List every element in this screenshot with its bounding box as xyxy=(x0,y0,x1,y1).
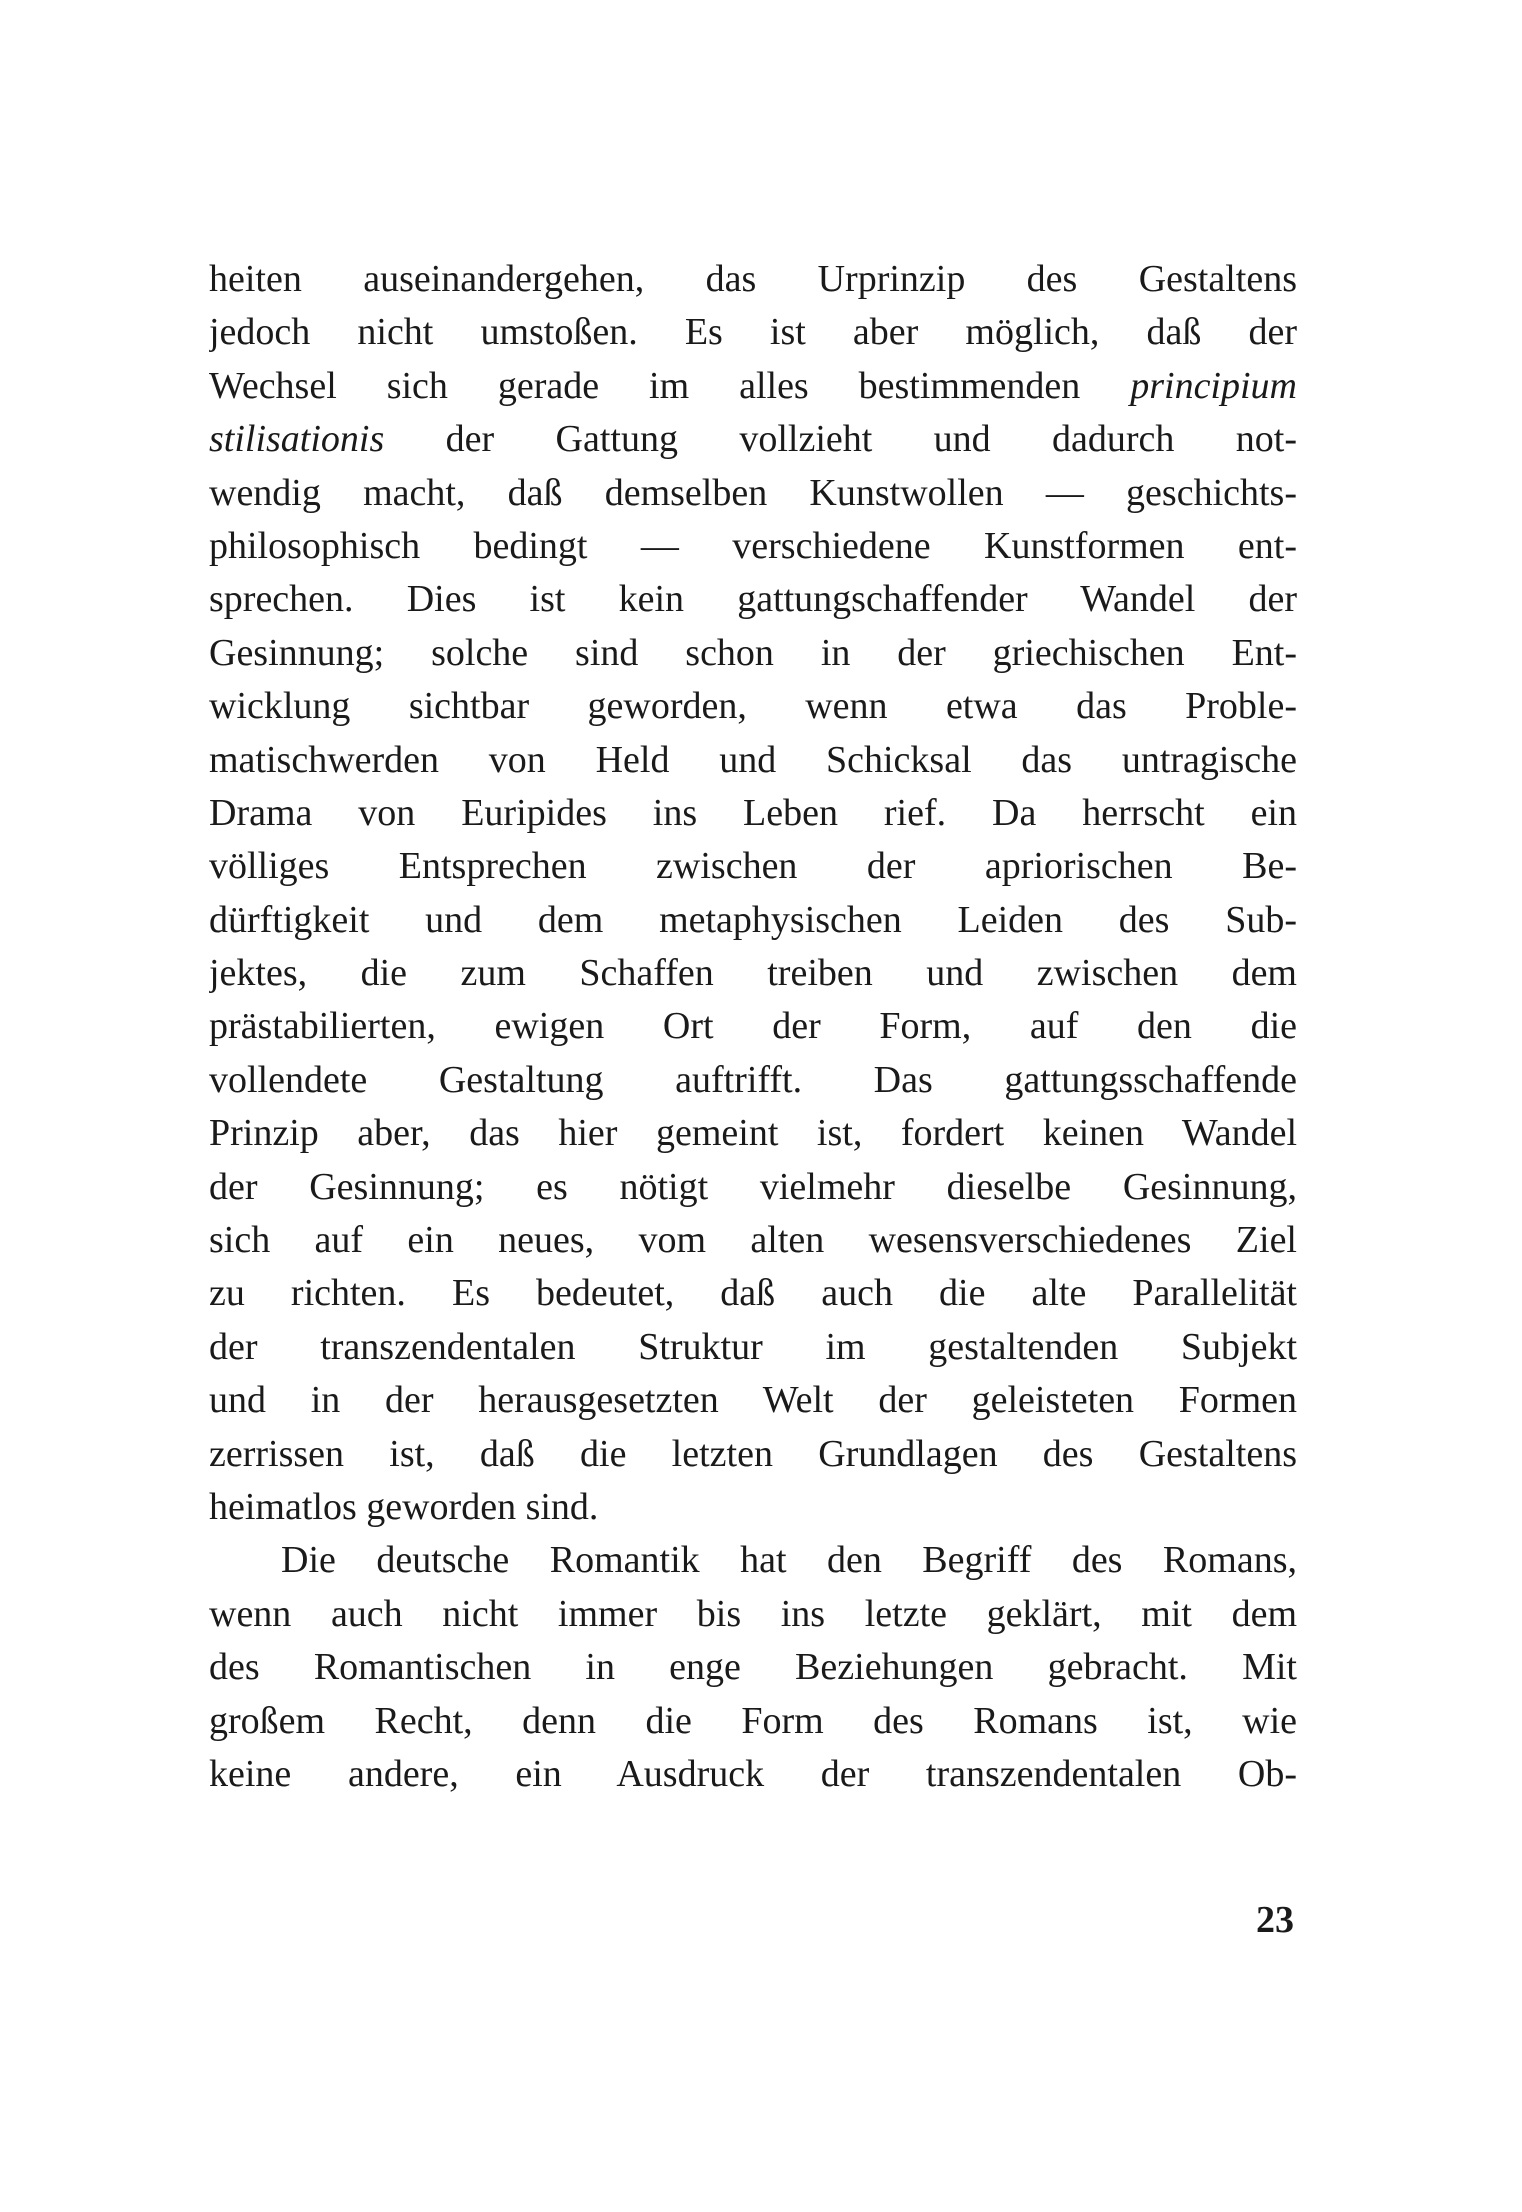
text-line: philosophisch bedingt — verschiedene Kunstformen ent- xyxy=(209,524,1297,567)
text-line: Die deutsche Romantik hat den Begriff des Romans, xyxy=(281,1539,1297,1582)
text-line: zerrissen ist, daß die letzten Grundlagen des Gestaltens xyxy=(209,1432,1297,1475)
text-line: heimatlos geworden sind. xyxy=(209,1485,599,1528)
text-line: wenn auch nicht immer bis ins letzte geklärt, mit dem xyxy=(209,1592,1297,1635)
text-line: der transzendentalen Struktur im gestaltenden Subjekt xyxy=(209,1325,1297,1368)
text-line: jedoch nicht umstoßen. Es ist aber möglich, daß der xyxy=(209,311,1297,354)
text-line xyxy=(209,413,1297,466)
text-line: völliges Entsprechen zwischen der apriorischen Be- xyxy=(209,845,1297,888)
page-number: 23 xyxy=(1256,1899,1294,1941)
text-line: wicklung sichtbar geworden, wenn etwa das Proble- xyxy=(209,685,1297,728)
text-span: Wechsel sich gerade im alles bestimmenden xyxy=(209,364,1081,407)
text-line: sich auf ein neues, vom alten wesensverschiedenes Ziel xyxy=(209,1219,1297,1262)
text-line: keine andere, ein Ausdruck der transzendentalen Ob- xyxy=(209,1752,1297,1795)
text-line: vollendete Gestaltung auftrifft. Das gattungsschaffende xyxy=(209,1058,1297,1101)
text-line: dürftigkeit und dem metaphysischen Leiden des Sub- xyxy=(209,898,1297,941)
paragraph xyxy=(209,1534,1297,1801)
text-line: Gesinnung; solche sind schon in der griechischen Ent- xyxy=(209,631,1297,674)
text-line: heiten auseinandergehen, das Urprinzip des Gestaltens xyxy=(209,258,1297,300)
text-line: großem Recht, denn die Form des Romans ist, wie xyxy=(209,1699,1297,1742)
italic-term: principium xyxy=(1130,364,1297,407)
body-text xyxy=(209,253,1297,1801)
italic-term: stilisationis xyxy=(209,418,385,461)
text-line: zu richten. Es bedeutet, daß auch die alte Parallelität xyxy=(209,1272,1297,1315)
text-line: der Gesinnung; es nötigt vielmehr dieselbe Gesinnung, xyxy=(209,1165,1297,1208)
text-line xyxy=(209,360,1297,413)
text-line: matischwerden von Held und Schicksal das untragische xyxy=(209,738,1297,781)
text-line: Drama von Euripides ins Leben rief. Da herrscht ein xyxy=(209,791,1297,834)
text-span: der Gattung vollzieht und dadurch not- xyxy=(445,418,1297,461)
text-line: Prinzip aber, das hier gemeint ist, fordert keinen Wandel xyxy=(209,1112,1297,1155)
text-line: sprechen. Dies ist kein gattungschaffender Wandel der xyxy=(209,578,1297,621)
text-line: jektes, die zum Schaffen treiben und zwischen dem xyxy=(209,952,1297,995)
text-line: wendig macht, daß demselben Kunstwollen — geschichts- xyxy=(209,471,1297,514)
text-line: prästabilierten, ewigen Ort der Form, auf den die xyxy=(209,1005,1297,1048)
paragraph xyxy=(209,253,1297,1534)
text-line: des Romantischen in enge Beziehungen gebracht. Mit xyxy=(209,1646,1297,1689)
text-line: und in der herausgesetzten Welt der geleisteten Formen xyxy=(209,1379,1297,1422)
